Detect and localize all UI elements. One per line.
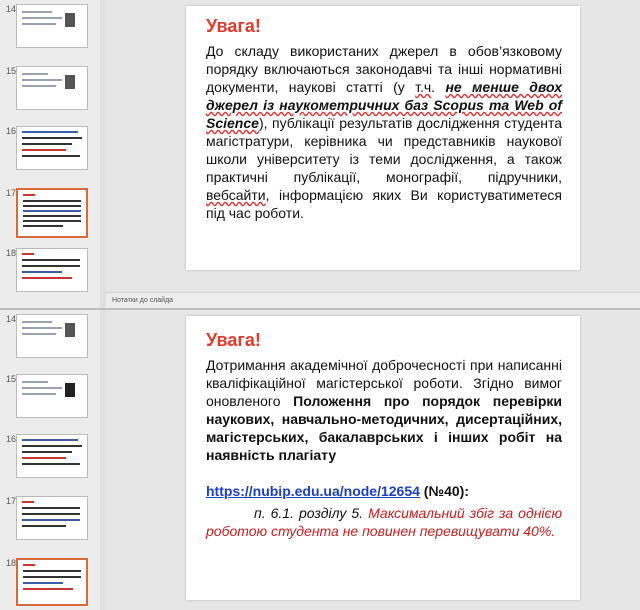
- slide-link-line: https://nubip.edu.ua/node/12654 (№40):: [206, 483, 469, 499]
- slide-notes[interactable]: Нотатки до слайда: [106, 292, 640, 308]
- slide-title: Увага!: [206, 16, 261, 36]
- slide-thumbnail[interactable]: [16, 66, 88, 110]
- bottom-powerpoint-pane: [0, 310, 640, 610]
- slide-thumbnail-selected[interactable]: [16, 188, 88, 238]
- slide-title: Увага!: [206, 330, 261, 350]
- slide-note-text: п. 6.1. розділу 5. Максимальний збіг за однією роботою студента не повинен перевищувати 40%.: [206, 505, 562, 539]
- slide-number: 17: [6, 496, 17, 506]
- plagiarism-rules-link[interactable]: https://nubip.edu.ua/node/12654: [206, 483, 420, 499]
- slide-thumbnail[interactable]: [16, 248, 88, 292]
- slide-canvas[interactable]: [186, 316, 580, 600]
- slide-number: 14: [6, 314, 17, 324]
- slide-thumbnail[interactable]: [16, 4, 88, 48]
- slide-thumbnail-panel[interactable]: [0, 310, 101, 610]
- thumbnail-scrollbar[interactable]: [100, 0, 106, 308]
- slide-canvas[interactable]: [186, 6, 580, 270]
- slide-number: 17: [6, 188, 17, 198]
- slide-body-text: Дотримання академічної доброчесності при написанні кваліфікаційної магістерської роботи. Згідно вимог оновленого Положення про порядок перевірки наукових, навчально-методичних, дисертаційних, магістерських, бакалаврських і інших робіт на наявність плагіату: [206, 357, 562, 463]
- slide-thumbnail[interactable]: [16, 374, 88, 418]
- slide-thumbnail[interactable]: [16, 496, 88, 540]
- slide-number: 16: [6, 126, 17, 136]
- slide-number: 18: [6, 558, 17, 568]
- slide-number: 15: [6, 374, 17, 384]
- slide-body-text: До складу використаних джерел в обов’язковому порядку включаються законодавчі та інші нормативні документи, наукові статті (у т.ч. не менше двох джерел із наукометричних баз Scopus та Web of Science), публікації результатів дослідження студента магістратури, керівника чи представників наукової школи університету із теми дослідження, а також практичні публікації, монографії, підручники, вебсайти, інформацією яких Ви користуватиметеся під час роботи.: [206, 43, 562, 221]
- slide-thumbnail[interactable]: [16, 434, 88, 478]
- slide-thumbnail[interactable]: [16, 126, 88, 170]
- slide-thumbnail-panel[interactable]: [0, 0, 101, 308]
- slide-thumbnail-selected[interactable]: [16, 558, 88, 606]
- slide-number: 14: [6, 4, 17, 14]
- slide-number: 18: [6, 248, 17, 258]
- slide-number: 16: [6, 434, 17, 444]
- slide-number: 15: [6, 66, 17, 76]
- slide-thumbnail[interactable]: [16, 314, 88, 358]
- thumbnail-scrollbar[interactable]: [100, 310, 106, 610]
